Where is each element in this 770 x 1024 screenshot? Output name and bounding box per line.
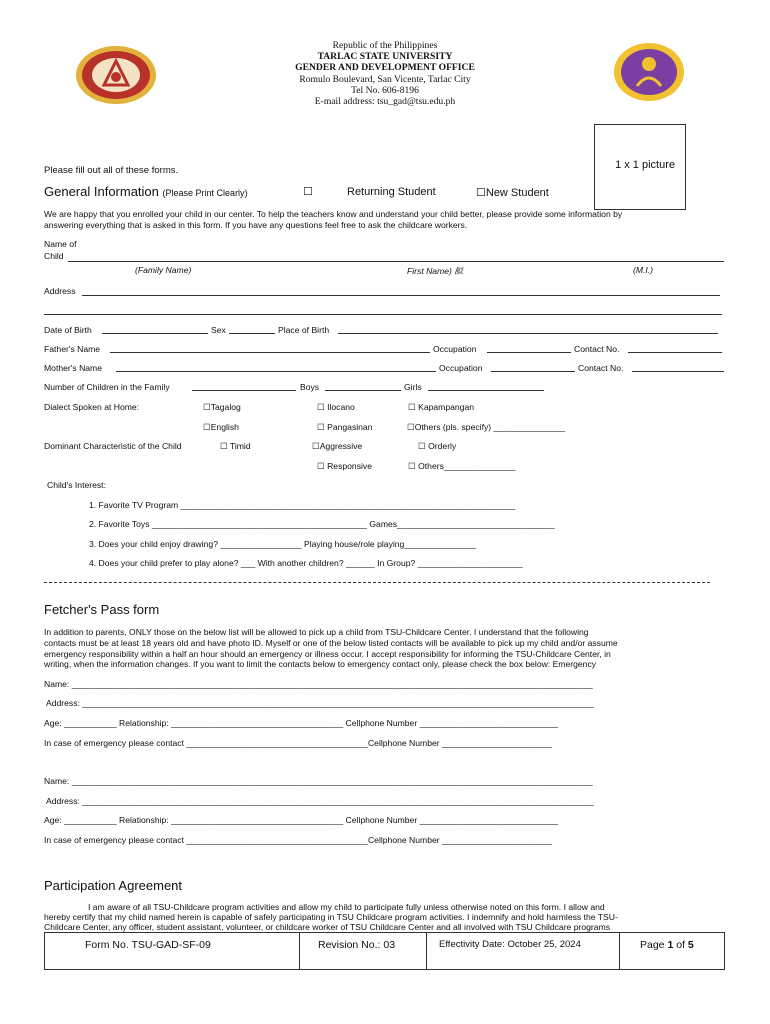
mother-occupation-label: Occupation [439, 363, 483, 373]
dominant-label: Dominant Characteristic of the Child [44, 441, 182, 451]
fetcher-p2: contacts must be at least 18 years old and have photo ID. Myself or one of the below listed contacts will be available to pick up my child and/or assume [44, 638, 618, 648]
girls-label: Girls [404, 382, 422, 392]
address-line-1[interactable] [82, 295, 720, 296]
photo-box [594, 124, 686, 210]
dob-label: Date of Birth [44, 325, 92, 335]
father-line[interactable] [110, 352, 430, 353]
father-occupation-line[interactable] [487, 352, 571, 353]
interest-q1[interactable]: 1. Favorite TV Program ______________________________________________________________________ [89, 500, 516, 510]
dialect-others[interactable]: ☐Others (pls. specify) _______________ [407, 422, 566, 432]
father-contact-label: Contact No. [574, 344, 620, 354]
boys-label: Boys [300, 382, 320, 392]
fetcher2-name[interactable]: Name: _____________________________________________________________________________________________________________ [44, 776, 593, 786]
footer-form-no: Form No. TSU-GAD-SF-09 [45, 933, 300, 969]
footer-page-total: 5 [687, 939, 694, 951]
footer-page-of: of [673, 939, 688, 951]
fetcher-p1: In addition to parents, ONLY those on the below list will be allowed to pick up a child from TSU-Childcare Center. I understand that the following [44, 627, 589, 637]
family-name-caption: (Family Name) [135, 265, 192, 275]
mother-occupation-line[interactable] [491, 371, 575, 372]
trait-aggressive[interactable]: ☐Aggressive [312, 441, 363, 451]
intro-text: Please fill out all of these forms. [44, 165, 179, 176]
fetcher1-age[interactable]: Age: ___________ Relationship: ____________________________________ Cellphone Number _____________________________ [44, 718, 559, 728]
fetcher-p3: emergency responsibility within a half an hour should an emergency or illness occur. I accept responsibility for informing the TSU-Childcare Center, in [44, 649, 611, 659]
father-label: Father's Name [44, 344, 101, 354]
general-info-note: (Please Print Clearly) [162, 188, 248, 198]
dialect-tagalog[interactable]: ☐Tagalog [203, 402, 241, 412]
participation-p3: Childcare Center, any officer, student assistant, volunteer, or childcare worker of TSU Childcare Center and all involved with TSU Childcare programs [44, 922, 611, 932]
fetcher1-name[interactable]: Name: _____________________________________________________________________________________________________________ [44, 679, 593, 689]
boys-line[interactable] [325, 390, 401, 391]
returning-checkbox[interactable]: ☐ [303, 186, 313, 198]
dialect-label: Dialect Spoken at Home: [44, 402, 140, 412]
form-footer [44, 932, 725, 970]
address-label: Address [44, 286, 76, 296]
header-office: GENDER AND DEVELOPMENT OFFICE [295, 62, 475, 73]
photo-box-label: 1 x 1 picture [615, 159, 675, 171]
section-divider [44, 582, 710, 583]
dob-line[interactable] [102, 333, 208, 334]
fetcher2-address[interactable]: Address: ___________________________________________________________________________________________________________ [46, 796, 594, 806]
general-desc-1: We are happy that you enrolled your child in our center. To help the teachers know and understand your child better, please provide some information by [44, 209, 623, 219]
mi-caption: (M.I.) [633, 265, 654, 275]
header-line-1: Republic of the Philippines [332, 40, 438, 51]
fetcher-p4: writing, when the information changes. If you want to limit the contacts below to emergency contact only, please check the box below: Emergency [44, 659, 597, 669]
child-label: Child [44, 251, 64, 261]
interest-q2[interactable]: 2. Favorite Toys _____________________________________________ Games_________________________________ [89, 519, 555, 529]
children-count-label: Number of Children in the Family [44, 382, 170, 392]
general-info-title [44, 184, 248, 199]
participation-title: Participation Agreement [44, 878, 183, 893]
name-of-label: Name of [44, 239, 77, 249]
fetcher2-emergency[interactable]: In case of emergency please contact ______________________________________Cellphone Number _______________________ [44, 835, 552, 845]
header-tel: Tel No. 606-8196 [351, 85, 419, 96]
dialect-kapampangan[interactable]: ☐ Kapampangan [408, 402, 474, 412]
header-email: E-mail address: tsu_gad@tsu.edu.ph [314, 96, 456, 107]
father-occupation-label: Occupation [433, 344, 477, 354]
interest-label: Child's Interest: [47, 480, 106, 490]
interest-q3[interactable]: 3. Does your child enjoy drawing? _________________ Playing house/role playing_______________ [89, 539, 477, 549]
dialect-pangasinan[interactable]: ☐ Pangasinan [317, 422, 373, 432]
sex-label: Sex [211, 325, 226, 335]
dialect-english[interactable]: ☐English [203, 422, 239, 432]
fetcher2-age[interactable]: Age: ___________ Relationship: ____________________________________ Cellphone Number _____________________________ [44, 815, 559, 825]
father-contact-line[interactable] [628, 352, 722, 353]
child-name-line[interactable] [68, 261, 724, 262]
general-desc-2: answering everything that is asked in this form. If you have any questions feel free to ask the childcare workers. [44, 220, 468, 230]
general-info-heading: General Information [44, 184, 159, 199]
first-name-caption: First Name) 䬮 [407, 266, 463, 276]
children-count-line[interactable] [192, 390, 296, 391]
trait-others[interactable]: ☐ Others_______________ [408, 461, 516, 471]
interest-q4[interactable]: 4. Does your child prefer to play alone? ___ With another children? ______ In Group? ______________________ [89, 558, 523, 568]
participation-p1: I am aware of all TSU-Childcare program activities and allow my child to participate fully unless otherwise noted on this form. I allow and [88, 902, 605, 912]
footer-effectivity: Effectivity Date: October 25, 2024 [427, 933, 620, 969]
sex-line[interactable] [229, 333, 275, 334]
header-address: Romulo Boulevard, San Vicente, Tarlac City [299, 74, 471, 85]
footer-revision: Revision No.: 03 [300, 933, 427, 969]
participation-p2: hereby certify that my child named herein is capable of safely participating in TSU Childcare program activities. I indemnify and hold harmless the TSU- [44, 912, 618, 922]
new-student-option[interactable]: ☐New Student [476, 187, 549, 199]
mother-label: Mother's Name [44, 363, 102, 373]
address-line-2[interactable] [44, 314, 722, 315]
pob-label: Place of Birth [278, 325, 330, 335]
fetcher1-emergency[interactable]: In case of emergency please contact ______________________________________Cellphone Number _______________________ [44, 738, 552, 748]
dialect-ilocano[interactable]: ☐ Ilocano [317, 402, 355, 412]
fetcher1-address[interactable]: Address: ___________________________________________________________________________________________________________ [46, 698, 594, 708]
trait-orderly[interactable]: ☐ Orderly [418, 441, 457, 451]
girls-line[interactable] [428, 390, 544, 391]
trait-timid[interactable]: ☐ Timid [220, 441, 251, 451]
mother-contact-label: Contact No. [578, 363, 624, 373]
footer-page-num: 1 [667, 939, 674, 951]
new-student-label: New Student [485, 187, 549, 199]
fetcher-title: Fetcher's Pass form [44, 602, 160, 617]
footer-page-prefix: Page [640, 939, 668, 951]
pob-line[interactable] [338, 333, 718, 334]
returning-label: Returning Student [347, 186, 436, 198]
trait-responsive[interactable]: ☐ Responsive [317, 461, 372, 471]
mother-line[interactable] [116, 371, 436, 372]
header-university: TARLAC STATE UNIVERSITY [317, 51, 453, 62]
footer-page [620, 933, 724, 969]
mother-contact-line[interactable] [632, 371, 724, 372]
